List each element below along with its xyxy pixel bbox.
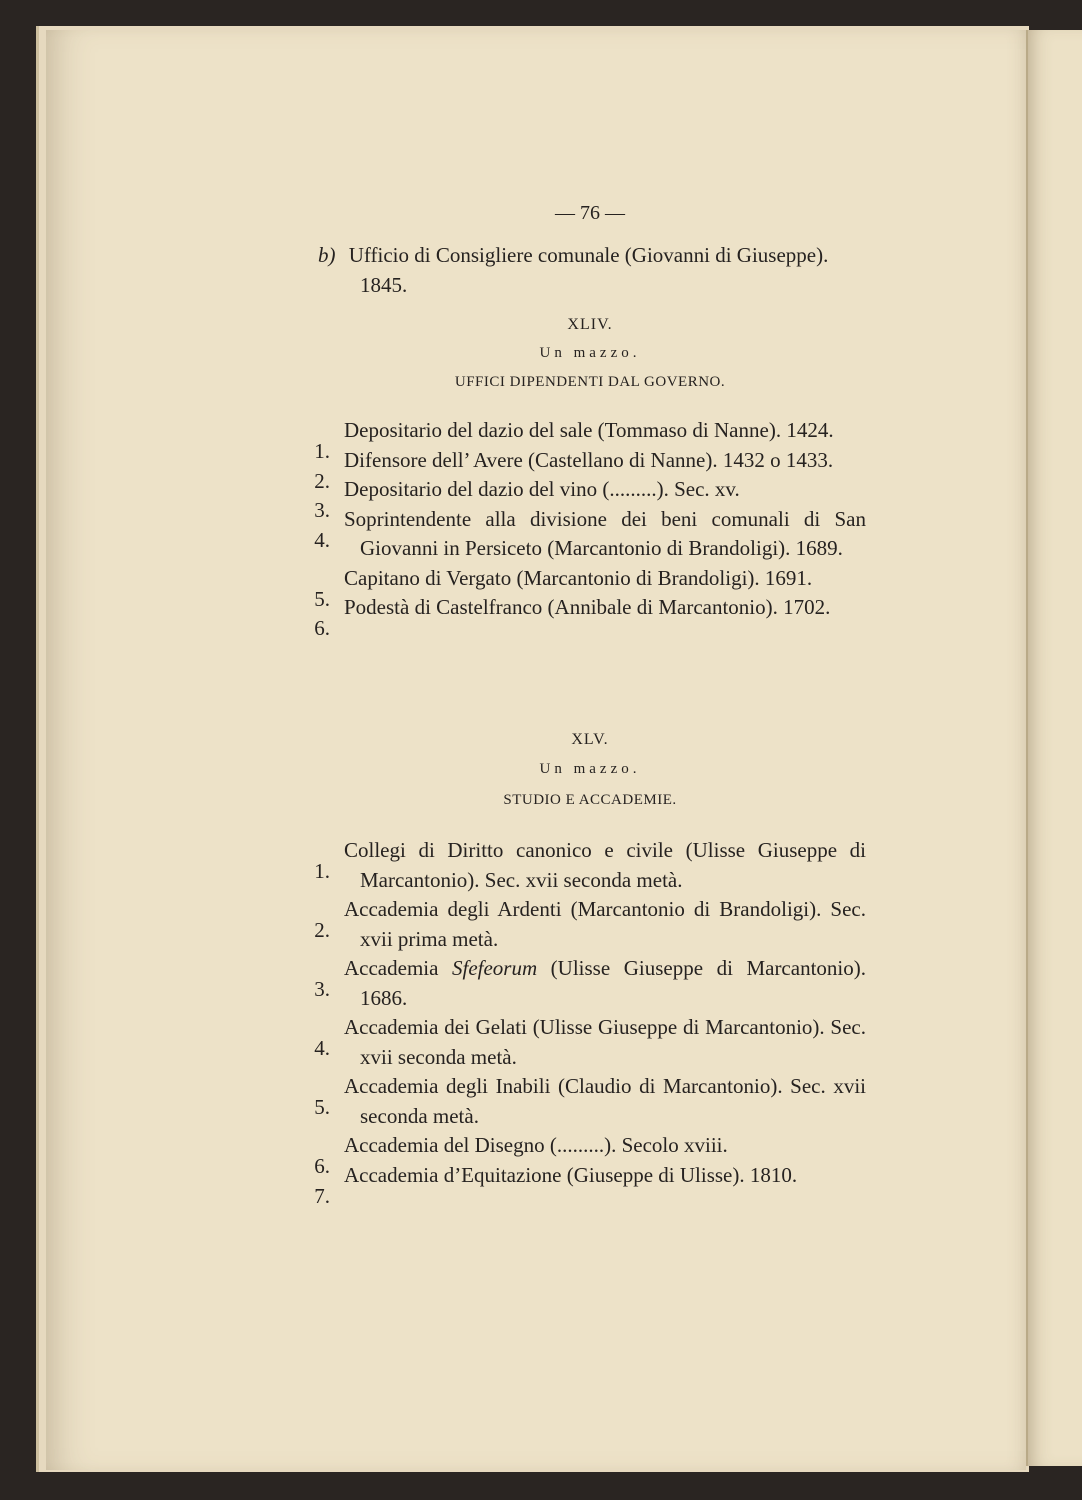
list-item: 1. Collegi di Diritto canonico e civile (Ulisse Giuseppe di Marcantonio). Sec. xvii seconda metà. <box>314 838 866 892</box>
section-xlv-number: XLV. <box>571 731 609 748</box>
list-item: 1. Depositario del dazio del sale (Tommaso di Nanne). 1424. <box>314 418 834 463</box>
section-xliv-subtitle: Un mazzo. <box>539 345 641 361</box>
intro-text-line2: 1845. <box>360 273 408 297</box>
intro-text-line1: Ufficio di Consigliere comunale (Giovanni di Giuseppe). <box>348 243 829 267</box>
section-xlv-list <box>314 836 866 1208</box>
section-xliv-number: XLIV. <box>567 316 613 333</box>
section-xlv-subtitle: Un mazzo. <box>539 761 641 777</box>
intro-label: b) <box>318 243 336 267</box>
list-item: 4. Accademia dei Gelati (Ulisse Giuseppe di Marcantonio). Sec. xvii seconda metà. <box>314 1015 866 1069</box>
page-number: — 76 — <box>555 202 625 224</box>
list-item: 6. Podestà di Castelfranco (Annibale di Marcantonio). 1702. <box>314 595 831 640</box>
list-item: 6. Accademia del Disegno (.........). Secolo xviii. <box>314 1133 728 1178</box>
list-item: 3. Accademia Sfefeorum (Ulisse Giuseppe di Marcantonio). 1686. <box>314 956 866 1010</box>
list-item: 2. Accademia degli Ardenti (Marcantonio di Brandoligi). Sec. xvii prima metà. <box>314 897 866 951</box>
list-item: 4. Soprintendente alla divisione dei beni comunali di San Giovanni in Persiceto (Marcantonio di Brandoligi). 1689. <box>314 506 866 560</box>
section-xliv-list <box>314 416 866 640</box>
intro-entry <box>318 241 828 271</box>
list-item: 2. Difensore dell’ Avere (Castellano di Nanne). 1432 o 1433. <box>314 447 834 493</box>
facing-page-edge <box>1026 30 1082 1466</box>
list-item: 5. Capitano di Vergato (Marcantonio di Brandoligi). 1691. <box>314 565 813 611</box>
section-xlv-title: STUDIO E ACCADEMIE. <box>503 792 677 808</box>
list-item: 7. Accademia d’Equitazione (Giuseppe di Ulisse). 1810. <box>314 1162 798 1208</box>
list-item: 5. Accademia degli Inabili (Claudio di Marcantonio). Sec. xvii seconda metà. <box>314 1074 866 1128</box>
list-item: 3. Depositario del dazio del vino (.........). Sec. xv. <box>314 477 740 522</box>
section-xliv-title: UFFICI DIPENDENTI DAL GOVERNO. <box>454 374 726 390</box>
